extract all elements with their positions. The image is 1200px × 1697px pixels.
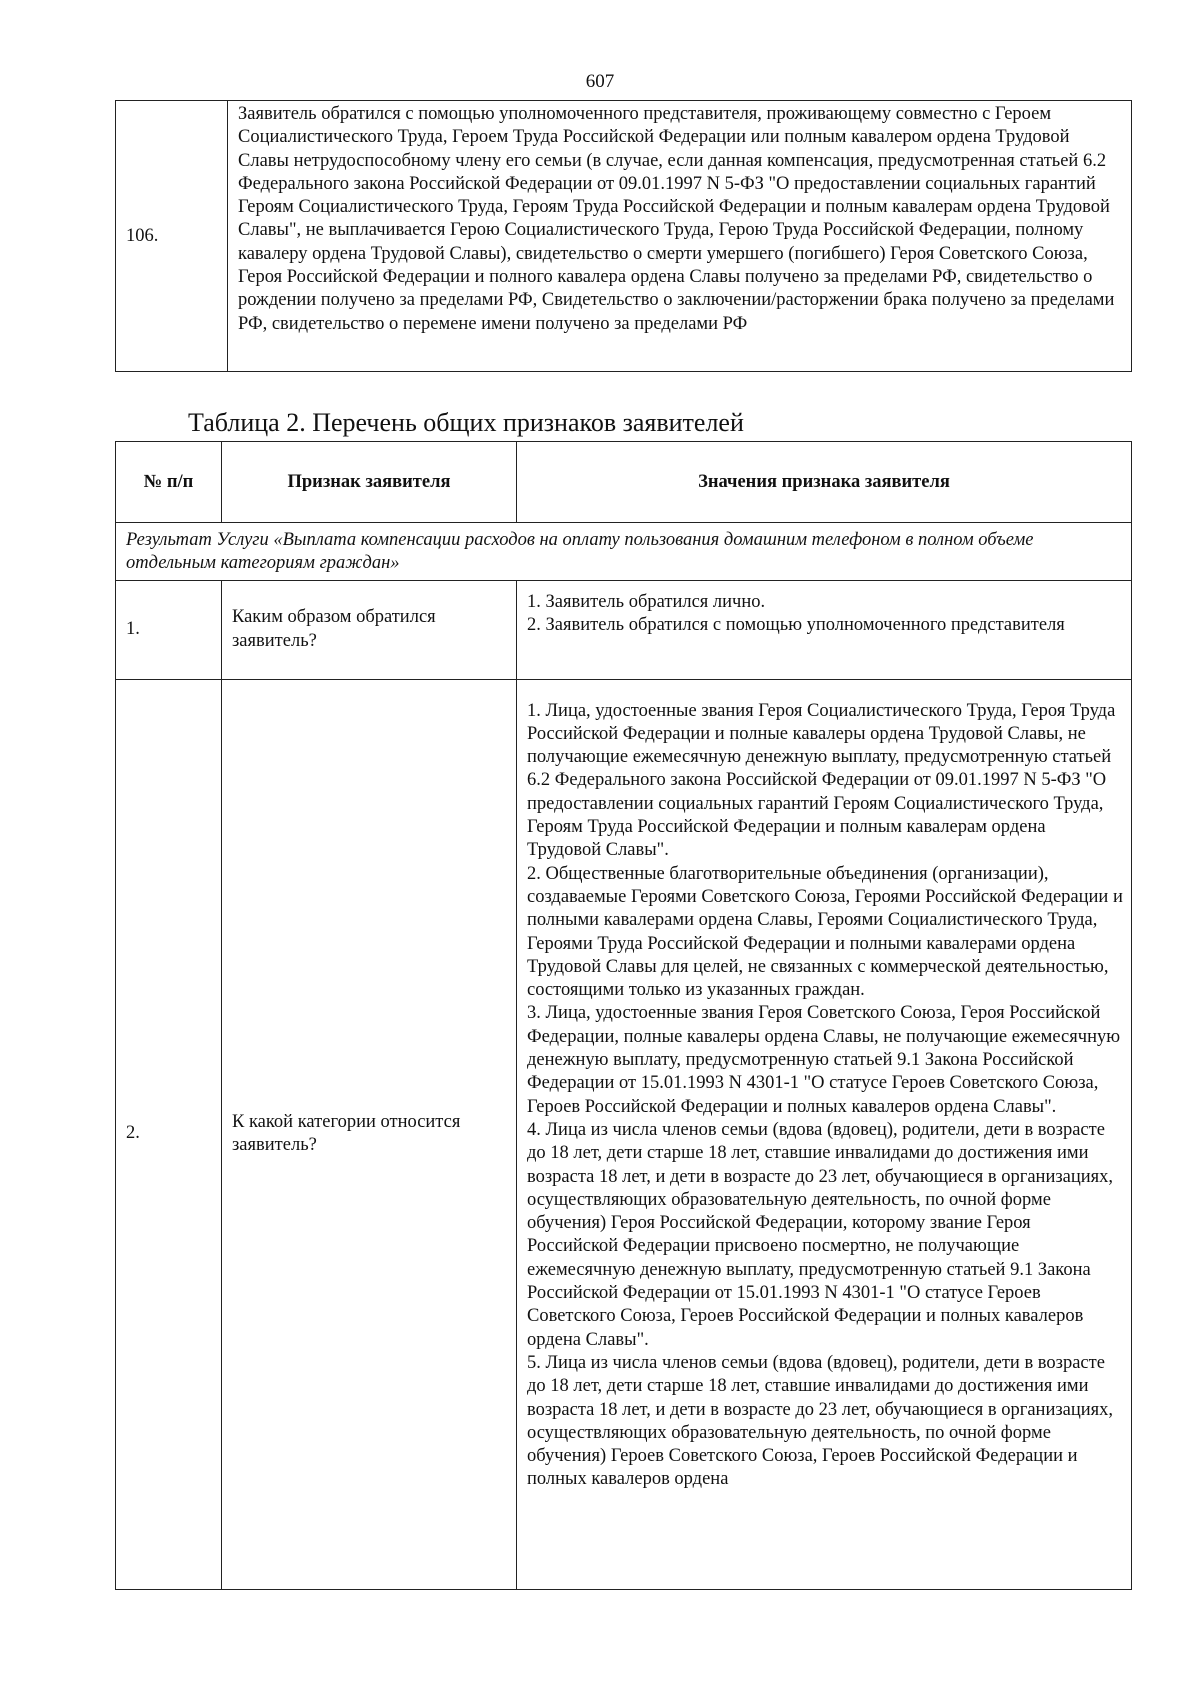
table-row bbox=[116, 101, 1132, 372]
row-values bbox=[517, 580, 1132, 679]
table-row bbox=[116, 679, 1132, 1589]
row-values bbox=[517, 679, 1132, 1589]
continued-table bbox=[115, 100, 1132, 372]
header-values: Значения признака заявителя bbox=[517, 442, 1132, 523]
table-row bbox=[116, 580, 1132, 679]
header-row bbox=[116, 442, 1132, 523]
row-number: 1. bbox=[116, 580, 222, 679]
row-number: 106. bbox=[116, 101, 228, 372]
result-row bbox=[116, 523, 1132, 581]
value-item: 1. Лица, удостоенные звания Героя Социалистического Труда, Героя Труда Российской Федерации и полные кавалеры ордена Трудовой Славы, не получающие ежемесячную денежную выплату, предусмотренную статьей 6.2 Федерального закона Российской Федерации от 09.01.1997 N 5-ФЗ "О предоставлении социальных гарантий Героям Социалистического Труда, Героям Труда Российской Федерации и полным кавалерам ордена Трудовой Славы". bbox=[527, 700, 1116, 861]
value-item: 2. Заявитель обратился с помощью уполномоченного представителя bbox=[527, 614, 1065, 635]
value-item: 3. Лица, удостоенные звания Героя Советского Союза, Героя Российской Федерации, полные кавалеры ордена Славы, не получающие ежемесячную денежную выплату, предусмотренную статьей 9.1 Закона Российской Федерации от 15.01.1993 N 4301-1 "О статусе Героев Советского Союза, Героев Российской Федерации и полных кавалеров ордена Славы". bbox=[527, 1003, 1121, 1117]
header-num: № п/п bbox=[116, 442, 222, 523]
value-item: 2. Общественные благотворительные объединения (организации), создаваемые Героями Советского Союза, Героями Российской Федерации и полными кавалерами ордена Славы, Героями Социалистического Труда, Героями Труда Российской Федерации и полными кавалерами ордена Трудовой Славы для целей, не связанных с коммерческой деятельностью, состоящими только из указанных граждан. bbox=[527, 863, 1123, 1001]
result-row-text: Результат Услуги «Выплата компенсации расходов на оплату пользования домашним телефоном в полном объеме отдельным категориям граждан» bbox=[116, 523, 1132, 581]
page-number: 607 bbox=[585, 71, 615, 92]
value-item: 4. Лица из числа членов семьи (вдова (вдовец), родители, дети в возрасте до 18 лет, дети старше 18 лет, ставшие инвалидами до достижения ими возраста 18 лет, и дети в возрасте до 23 лет, обучающиеся в организациях, осуществляющих образовательную деятельность, по очной форме обучения) Героя Российской Федерации, которому звание Героя Российской Федерации присвоено посмертно, не получающие ежемесячную денежную выплату, предусмотренную статьей 9.1 Закона Российской Федерации от 15.01.1993 N 4301-1 "О статусе Героев Советского Союза, Героев Российской Федерации и полных кавалеров ордена Славы". bbox=[527, 1119, 1114, 1350]
value-item: 1. Заявитель обратился лично. bbox=[527, 591, 766, 612]
row-number: 2. bbox=[116, 679, 222, 1589]
header-feature: Признак заявителя bbox=[222, 442, 517, 523]
value-item: 5. Лица из числа членов семьи (вдова (вдовец), родители, дети в возрасте до 18 лет, дети старше 18 лет, ставшие инвалидами до достижения ими возраста 18 лет, и дети в возрасте до 23 лет, обучающиеся в организациях, осуществляющих образовательную деятельность, по очной форме обучения) Героев Советского Союза, Героев Российской Федерации и полных кавалеров ордена bbox=[527, 1352, 1114, 1490]
row-feature: Каким образом обратился заявитель? bbox=[222, 580, 517, 679]
row-text: Заявитель обратился с помощью уполномоченного представителя, проживающему совместно с Героем Социалистического Труда, Героем Труда Российской Федерации или полным кавалером ордена Трудовой Славы нетрудоспособному члену его семьи (в случае, если данная компенсация, предусмотренная статьей 6.2 Федерального закона Российской Федерации от 09.01.1997 N 5-ФЗ "О предоставлении социальных гарантий Героям Социалистического Труда, Героям Труда Российской Федерации и полным кавалерам ордена Трудовой Славы", не выплачивается Герою Социалистического Труда, Герою Труда Российской Федерации, полному кавалеру ордена Трудовой Славы), свидетельство о смерти умершего (погибшего) Героя Советского Союза, Героя Российской Федерации и полного кавалера ордена Славы получено за пределами РФ, свидетельство о рождении получено за пределами РФ, Свидетельство о заключении/расторжении брака получено за пределами РФ, свидетельство о перемене имени получено за пределами РФ bbox=[228, 101, 1132, 372]
row-feature: К какой категории относится заявитель? bbox=[222, 679, 517, 1589]
applicant-features-table bbox=[115, 441, 1132, 1590]
table-caption: Таблица 2. Перечень общих признаков заявителей bbox=[188, 408, 744, 437]
